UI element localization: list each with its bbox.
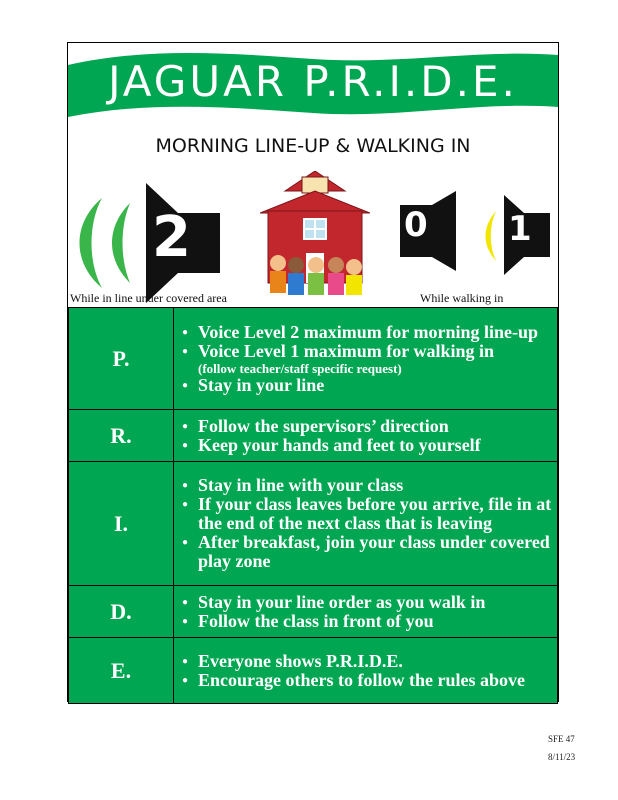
bullet-icon: ●	[182, 480, 189, 491]
voice-level-right	[480, 195, 560, 275]
footer-code: SFE 47	[548, 734, 575, 744]
bullet-icon: ●	[182, 499, 189, 510]
row-items	[174, 462, 558, 586]
bullet-icon: ●	[182, 537, 189, 548]
list-item: ● Follow the supervisors’ direction	[182, 415, 449, 436]
rule-list	[178, 476, 553, 571]
bullet-icon: ●	[182, 420, 189, 432]
rule-list	[178, 323, 553, 395]
voice-caption-left: While in line under covered area	[70, 291, 227, 305]
poster-subtitle: MORNING LINE-UP & WALKING IN	[155, 135, 471, 157]
row-letter: D.	[69, 586, 174, 638]
list-item: ● Stay in your line	[182, 374, 325, 395]
row-items	[174, 586, 558, 638]
table-row	[69, 586, 558, 638]
bullet-icon: ●	[182, 596, 189, 608]
voice-level-left	[72, 183, 232, 303]
row-letter: E.	[69, 638, 174, 704]
list-item: ● If your class leaves before you arrive, file in at the end of the next class that is leaving	[182, 494, 552, 533]
row-items	[174, 410, 558, 462]
row-letter: P.	[69, 308, 174, 410]
voice-level-number: 2	[152, 205, 191, 270]
table-row	[69, 638, 558, 704]
banner-title: JAGUAR P.R.I.D.E.	[108, 57, 518, 106]
voice-level-middle	[400, 191, 460, 271]
list-item: ● Voice Level 1 maximum for walking in (follow teacher/staff specific request)	[178, 342, 553, 376]
voice-caption-right: While walking in	[420, 291, 504, 305]
table-row	[69, 308, 558, 410]
pride-rules-table	[68, 307, 558, 704]
poster	[67, 42, 559, 702]
row-items	[174, 638, 558, 704]
bullet-icon: ●	[182, 345, 189, 357]
footer-date: 8/11/23	[548, 752, 576, 762]
list-item: ● Voice Level 2 maximum for morning line-up	[182, 321, 538, 342]
bullet-icon: ●	[182, 615, 189, 627]
bullet-icon: ●	[182, 439, 189, 451]
list-item: ● Encourage others to follow the rules above	[182, 669, 525, 690]
rule-list	[178, 593, 553, 631]
table-row	[69, 462, 558, 586]
voice-level-number: 0	[404, 205, 428, 245]
row-items	[174, 308, 558, 410]
bullet-icon: ●	[182, 379, 189, 391]
voice-level-number: 1	[508, 209, 532, 249]
list-item: ● After breakfast, join your class under covered play zone	[182, 532, 550, 571]
bullet-icon: ●	[182, 326, 189, 338]
list-item: ● Stay in line with your class	[182, 475, 404, 495]
table-row	[69, 410, 558, 462]
row-letter: I.	[69, 462, 174, 586]
list-item: ● Stay in your line order as you walk in	[182, 591, 486, 612]
bullet-icon: ●	[182, 655, 189, 667]
schoolhouse-icon	[260, 171, 370, 301]
list-item: ● Keep your hands and feet to yourself	[182, 434, 481, 455]
list-item: ● Follow the class in front of you	[182, 610, 434, 631]
row-letter: R.	[69, 410, 174, 462]
rule-list	[178, 652, 553, 690]
title-banner	[68, 43, 558, 125]
rule-list	[178, 417, 553, 455]
bullet-icon: ●	[182, 674, 189, 686]
list-item: ● Everyone shows P.R.I.D.E.	[182, 650, 403, 671]
list-item-note: (follow teacher/staff specific request)	[198, 360, 402, 376]
